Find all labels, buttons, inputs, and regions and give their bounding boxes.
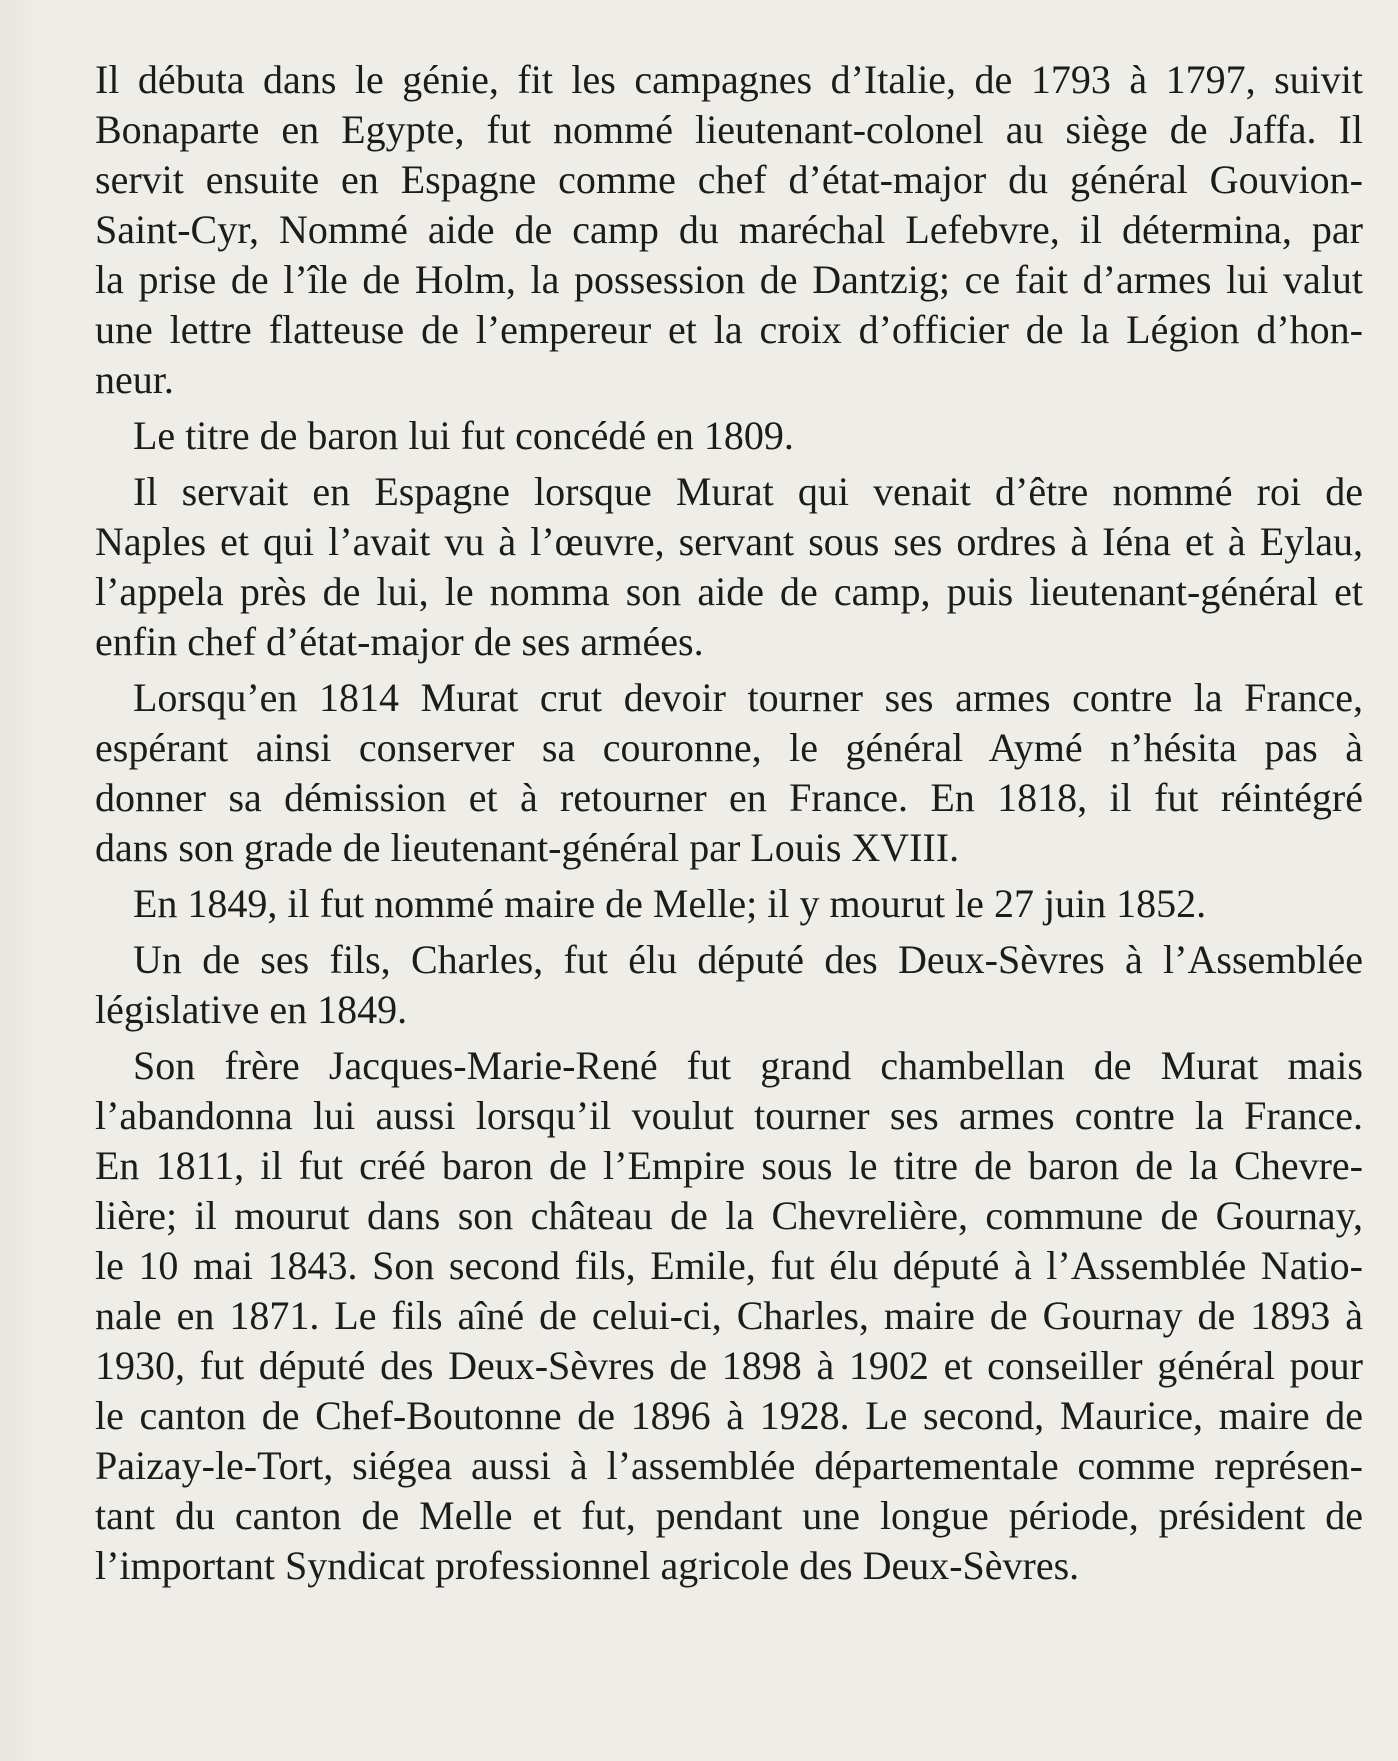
text-line: enfin chef d’état-major de ses armées. <box>95 619 704 664</box>
text-line: Un de ses fils, Charles, fut élu député des Deux-Sèvres à l’Assemblée <box>133 937 1363 982</box>
paragraph <box>95 1041 1363 1591</box>
text-line: l’appela près de lui, le nomma son aide de camp, puis lieutenant-général et <box>95 569 1363 614</box>
text-line: tant du canton de Melle et fut, pendant une longue période, président de <box>95 1493 1363 1538</box>
text-line: lière; il mourut dans son château de la Chevrelière, commune de Gournay, <box>95 1193 1363 1238</box>
text-line: une lettre flatteuse de l’empereur et la croix d’officier de la Légion d’hon- <box>95 307 1363 352</box>
text-line: Le titre de baron lui fut concédé en 1809. <box>133 413 794 458</box>
text-line: dans son grade de lieutenant-général par Louis XVIII. <box>95 825 960 870</box>
text-line: Il servait en Espagne lorsque Murat qui venait d’être nommé roi de <box>133 469 1363 514</box>
text-line: nale en 1871. Le fils aîné de celui-ci, Charles, maire de Gournay de 1893 à <box>95 1293 1363 1338</box>
text-line: Naples et qui l’avait vu à l’œuvre, servant sous ses ordres à Iéna et à Eylau, <box>95 519 1363 564</box>
text-line: donner sa démission et à retourner en France. En 1818, il fut réintégré <box>95 775 1363 820</box>
text-line: Son frère Jacques-Marie-René fut grand chambellan de Murat mais <box>133 1043 1363 1088</box>
text-line: En 1811, il fut créé baron de l’Empire sous le titre de baron de la Chevre- <box>95 1143 1363 1188</box>
paragraph <box>95 935 1363 1035</box>
text-line: législative en 1849. <box>95 987 408 1032</box>
text-line: espérant ainsi conserver sa couronne, le général Aymé n’hésita pas à <box>95 725 1363 770</box>
text-line: Bonaparte en Egypte, fut nommé lieutenant-colonel au siège de Jaffa. Il <box>95 107 1363 152</box>
paragraph <box>95 55 1363 405</box>
text-line: la prise de l’île de Holm, la possession de Dantzig; ce fait d’armes lui valut <box>95 257 1363 302</box>
text-line: le 10 mai 1843. Son second fils, Emile, fut élu député à l’Assemblée Natio- <box>95 1243 1363 1288</box>
text-line: servit ensuite en Espagne comme chef d’état-major du général Gouvion- <box>95 157 1363 202</box>
paragraph <box>95 411 1363 461</box>
text-line: 1930, fut député des Deux-Sèvres de 1898 à 1902 et conseiller général pour <box>95 1343 1363 1388</box>
text-line: l’important Syndicat professionnel agricole des Deux-Sèvres. <box>95 1543 1080 1588</box>
paragraph <box>95 879 1363 929</box>
text-line: le canton de Chef-Boutonne de 1896 à 1928. Le second, Maurice, maire de <box>95 1393 1363 1438</box>
text-line: En 1849, il fut nommé maire de Melle; il y mourut le 27 juin 1852. <box>133 881 1207 926</box>
page-text <box>95 55 1363 1591</box>
text-line: Il débuta dans le génie, fit les campagnes d’Italie, de 1793 à 1797, suivit <box>95 57 1363 102</box>
text-line: Paizay-le-Tort, siégea aussi à l’assemblée départementale comme représen- <box>95 1443 1363 1488</box>
paragraph <box>95 467 1363 667</box>
text-line: neur. <box>95 357 174 402</box>
text-line: l’abandonna lui aussi lorsqu’il voulut tourner ses armes contre la France. <box>95 1093 1363 1138</box>
text-line: Saint-Cyr, Nommé aide de camp du maréchal Lefebvre, il détermina, par <box>95 207 1363 252</box>
paragraph <box>95 673 1363 873</box>
text-line: Lorsqu’en 1814 Murat crut devoir tourner ses armes contre la France, <box>133 675 1363 720</box>
